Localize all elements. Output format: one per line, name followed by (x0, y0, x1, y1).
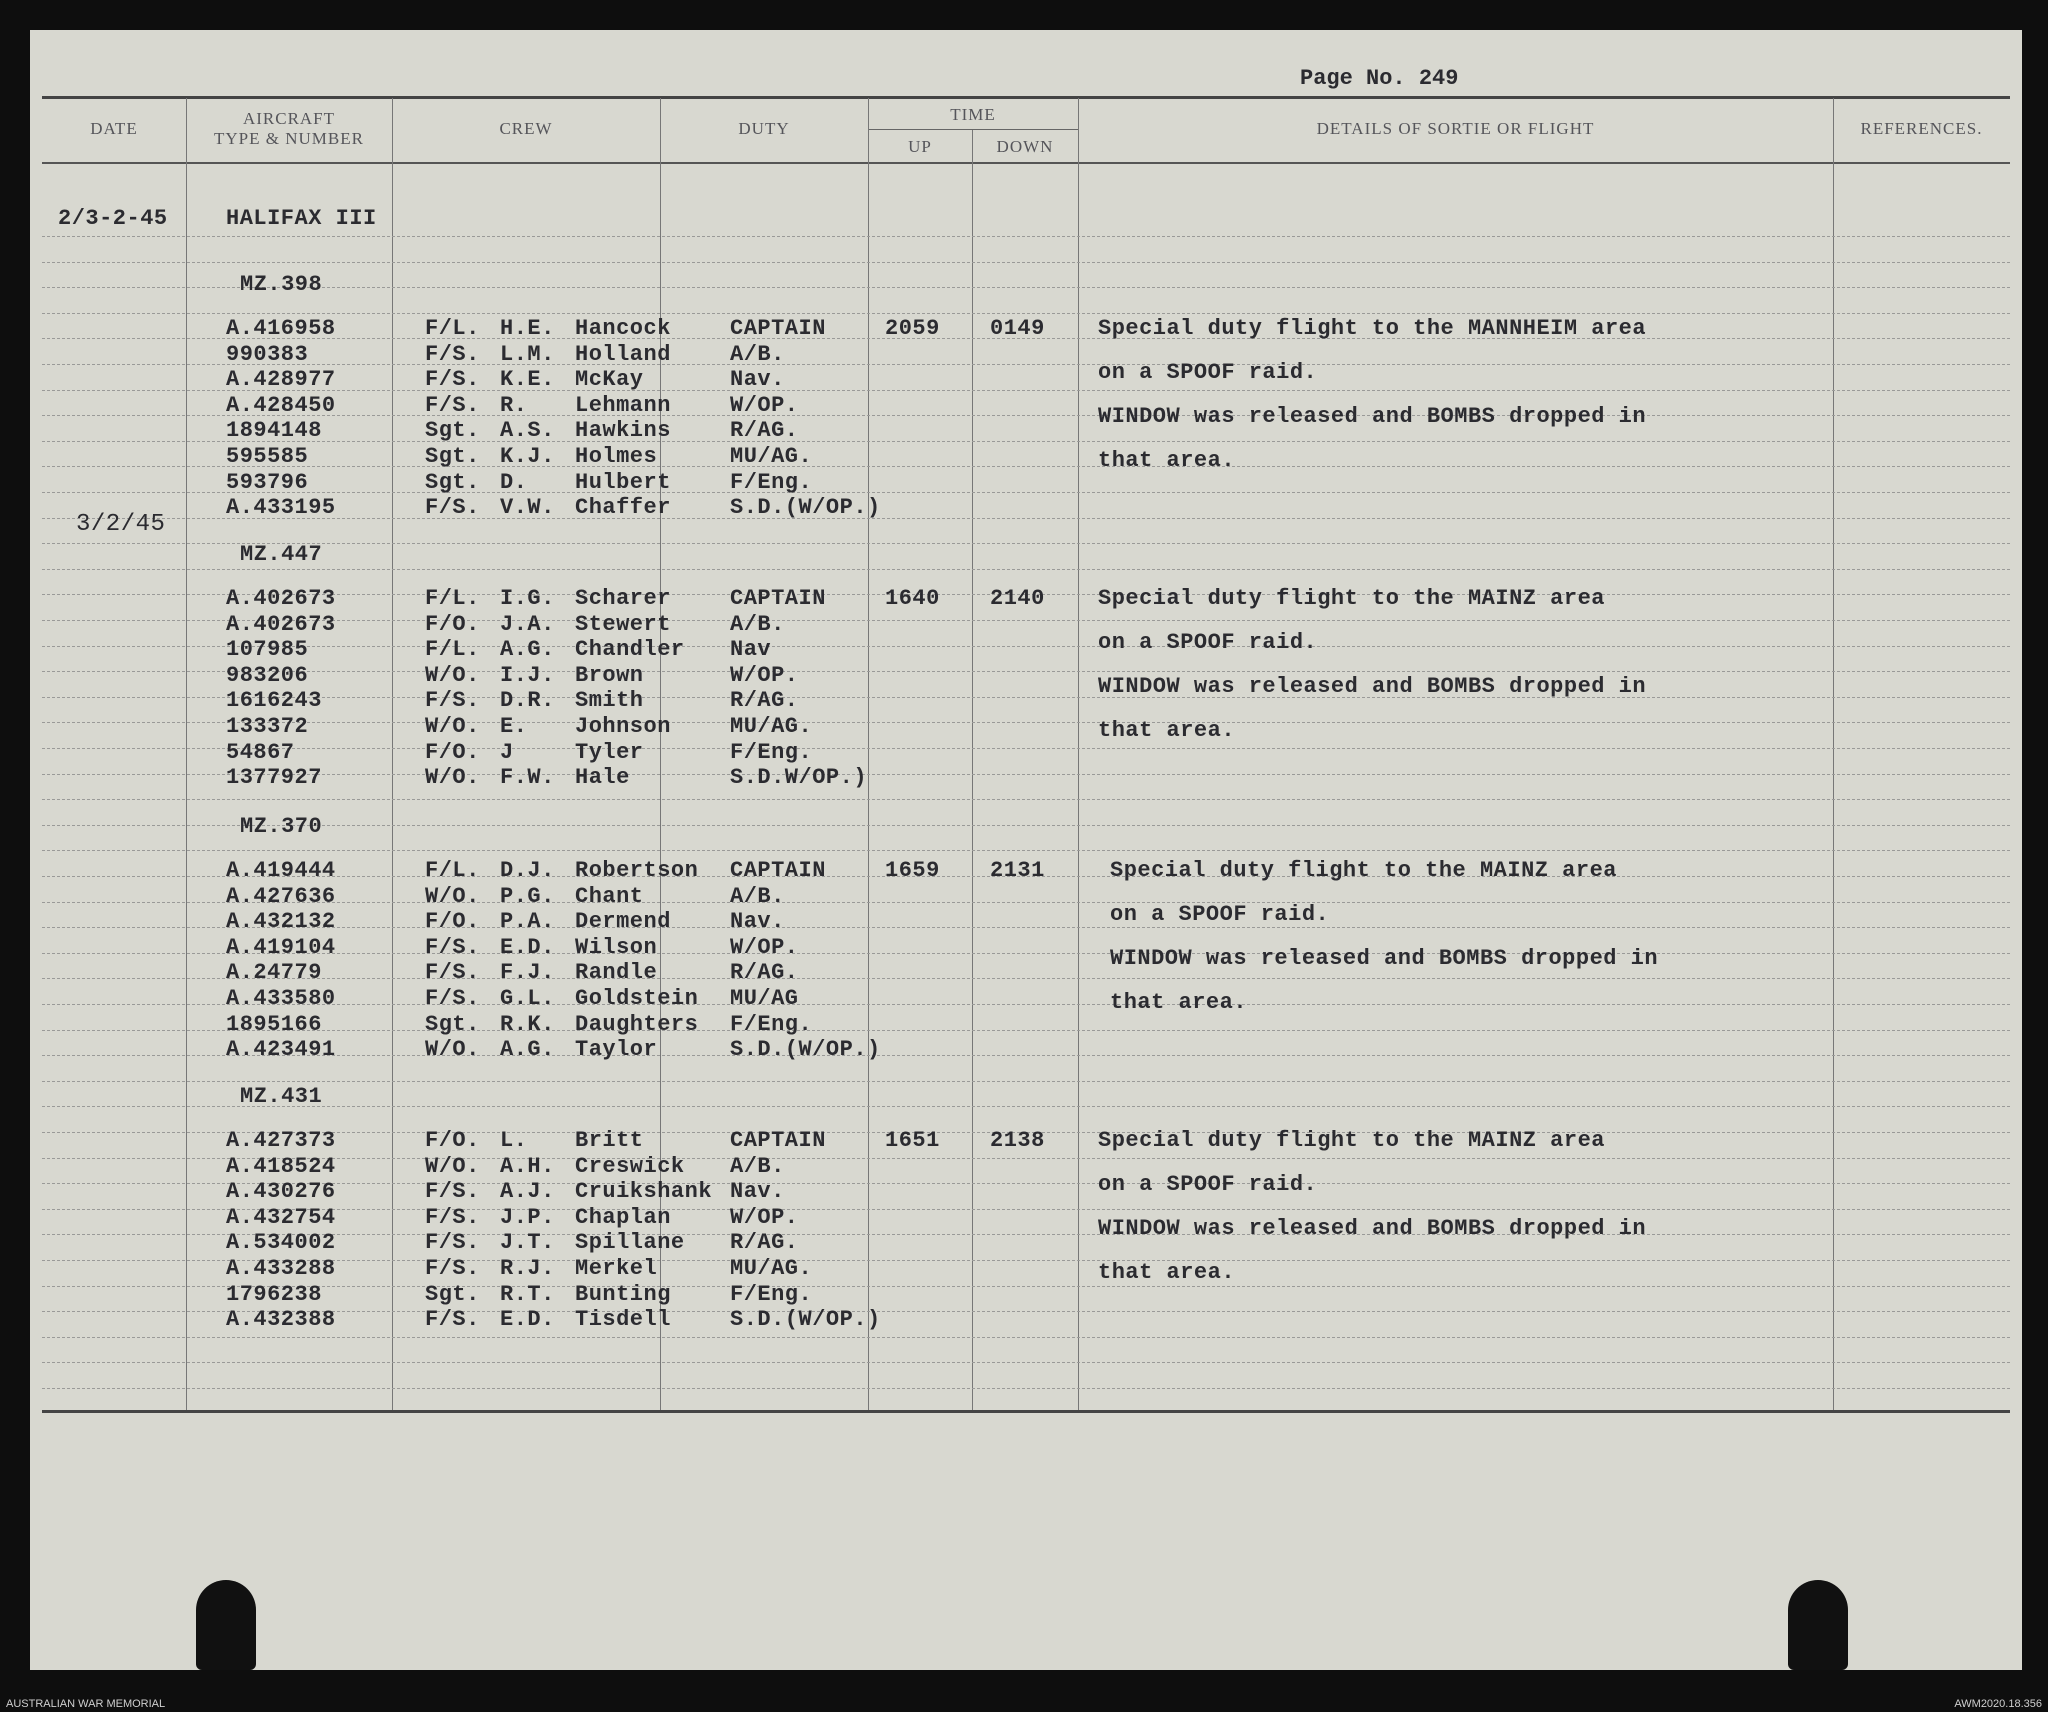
col-line-aircraft (392, 98, 393, 1410)
crew-number: A.432754 (226, 1204, 336, 1230)
date-second: 3/2/45 (76, 511, 166, 538)
crew-initials: E.D. (500, 1307, 555, 1333)
crew-duty: A/B. (730, 1153, 785, 1179)
crew-rank: F/S. (425, 367, 480, 393)
table-bottom-rule (42, 1410, 2010, 1413)
sortie-details-line: Special duty flight to the MAINZ area (1110, 858, 1617, 883)
crew-name: Holland (575, 341, 671, 367)
crew-duty: F/Eng. (730, 739, 813, 765)
crew-duty: Nav. (730, 1179, 785, 1205)
crew-number: A.428450 (226, 392, 336, 418)
header-down: DOWN (996, 137, 1054, 156)
ruled-line (42, 415, 2010, 416)
ruled-line (42, 313, 2010, 314)
aircraft-serial: MZ.447 (240, 542, 323, 567)
crew-rank: Sgt. (425, 1011, 480, 1037)
footer-left: AUSTRALIAN WAR MEMORIAL (6, 1698, 166, 1710)
crew-initials: K.E. (500, 367, 555, 393)
crew-number: A.423491 (226, 1037, 336, 1063)
crew-number: A.419104 (226, 934, 336, 960)
header-references: REFERENCES. (1860, 119, 1983, 138)
crew-initials: V.W. (500, 495, 555, 521)
crew-number: 990383 (226, 341, 309, 367)
date-first: 2/3-2-45 (58, 206, 168, 231)
crew-name: Lehmann (575, 392, 671, 418)
binder-hole-left (196, 1580, 256, 1670)
crew-name: Smith (575, 688, 644, 714)
ruled-line (42, 236, 2010, 237)
crew-name: Taylor (575, 1037, 658, 1063)
crew-rank: F/L. (425, 637, 480, 663)
crew-name: Hulbert (575, 469, 671, 495)
crew-duty: Nav. (730, 909, 785, 935)
crew-duty: S.D.(W/OP.) (730, 495, 881, 521)
crew-rank: F/O. (425, 1128, 480, 1153)
crew-initials: L. (500, 1128, 528, 1153)
ruled-line (42, 850, 2010, 851)
crew-initials: I.J. (500, 662, 555, 688)
crew-rank: F/O. (425, 739, 480, 765)
crew-initials: A.H. (500, 1153, 555, 1179)
crew-rank: F/L. (425, 586, 480, 611)
crew-number: 1616243 (226, 688, 322, 714)
crew-name: Merkel (575, 1256, 658, 1281)
crew-duty: S.D.(W/OP.) (730, 1307, 881, 1333)
sortie-details-line: Special duty flight to the MAINZ area (1098, 1128, 1605, 1153)
ruled-line (42, 466, 2010, 467)
crew-initials: L.M. (500, 341, 555, 367)
crew-initials: F.J. (500, 960, 555, 986)
ruled-line (42, 518, 2010, 519)
crew-number: A.433580 (226, 986, 336, 1011)
crew-initials: J.P. (500, 1204, 555, 1230)
crew-duty: MU/AG. (730, 714, 813, 739)
crew-rank: W/O. (425, 1037, 480, 1063)
crew-name: Chant (575, 883, 644, 909)
ruled-line (42, 390, 2010, 391)
col-line-duty (868, 98, 869, 1410)
crew-name: Cruikshank (575, 1179, 713, 1205)
binder-hole-right (1788, 1580, 1848, 1670)
crew-number: 1377927 (226, 765, 322, 791)
crew-initials: I.G. (500, 586, 555, 611)
crew-rank: W/O. (425, 1153, 480, 1179)
sortie-details-line: on a SPOOF raid. (1098, 1172, 1318, 1197)
time-up: 2059 (885, 316, 940, 341)
crew-duty: S.D.W/OP.) (730, 765, 868, 791)
crew-duty: CAPTAIN (730, 316, 826, 341)
crew-rank: F/S. (425, 1307, 480, 1333)
crew-name: Creswick (575, 1153, 685, 1179)
crew-initials: D.R. (500, 688, 555, 714)
crew-initials: H.E. (500, 316, 555, 341)
crew-initials: A.S. (500, 418, 555, 444)
crew-number: A.534002 (226, 1230, 336, 1256)
crew-name: Randle (575, 960, 658, 986)
crew-number: 107985 (226, 637, 309, 663)
crew-initials: R.T. (500, 1281, 555, 1307)
header-date: DATE (90, 119, 138, 138)
header-details: DETAILS OF SORTIE OR FLIGHT (1316, 119, 1595, 138)
crew-number: 1894148 (226, 418, 322, 444)
crew-initials: R.J. (500, 1256, 555, 1281)
col-line-details (1833, 98, 1834, 1410)
crew-name: Dermend (575, 909, 671, 935)
ruled-line (42, 1234, 2010, 1235)
ruled-line (42, 799, 2010, 800)
ruled-line (42, 441, 2010, 442)
ruled-line (42, 953, 2010, 954)
crew-number: A.24779 (226, 960, 322, 986)
crew-initials: R.K. (500, 1011, 555, 1037)
crew-duty: CAPTAIN (730, 1128, 826, 1153)
crew-duty: CAPTAIN (730, 586, 826, 611)
ruled-line (42, 1004, 2010, 1005)
crew-number: 133372 (226, 714, 309, 739)
record-page (30, 30, 2022, 1670)
header-top-rule (42, 96, 2010, 99)
crew-number: A.433195 (226, 495, 336, 521)
crew-number: 595585 (226, 444, 309, 469)
ruled-line (42, 1081, 2010, 1082)
crew-initials: J (500, 739, 514, 765)
crew-name: Britt (575, 1128, 644, 1153)
sortie-details-line: on a SPOOF raid. (1110, 902, 1330, 927)
col-line-up (972, 130, 973, 1410)
col-line-date (186, 98, 187, 1410)
crew-number: A.430276 (226, 1179, 336, 1205)
sortie-details-line: WINDOW was released and BOMBS dropped in (1098, 404, 1647, 429)
crew-initials: E.D. (500, 934, 555, 960)
ruled-line (42, 543, 2010, 544)
crew-name: Chaplan (575, 1204, 671, 1230)
crew-duty: MU/AG. (730, 444, 813, 469)
crew-initials: F.W. (500, 765, 555, 791)
crew-number: 593796 (226, 469, 309, 495)
crew-rank: F/S. (425, 495, 480, 521)
time-down: 2131 (990, 858, 1045, 883)
ruled-line (42, 825, 2010, 826)
crew-name: Stewert (575, 611, 671, 637)
ruled-line (42, 1362, 2010, 1363)
crew-rank: F/S. (425, 1204, 480, 1230)
crew-number: 983206 (226, 662, 309, 688)
crew-number: A.416958 (226, 316, 336, 341)
crew-duty: MU/AG (730, 986, 799, 1011)
crew-initials: R. (500, 392, 528, 418)
ruled-line (42, 774, 2010, 775)
crew-number: A.402673 (226, 611, 336, 637)
time-down: 0149 (990, 316, 1045, 341)
crew-name: Wilson (575, 934, 658, 960)
crew-name: Bunting (575, 1281, 671, 1307)
crew-initials: A.G. (500, 637, 555, 663)
crew-name: Johnson (575, 714, 671, 739)
ruled-line (42, 1209, 2010, 1210)
page-number: Page No. 249 (1300, 66, 1459, 91)
crew-name: Holmes (575, 444, 658, 469)
crew-number: A.427636 (226, 883, 336, 909)
crew-initials: A.G. (500, 1037, 555, 1063)
sortie-details-line: on a SPOOF raid. (1098, 630, 1318, 655)
crew-duty: A/B. (730, 883, 785, 909)
ruled-line (42, 1030, 2010, 1031)
aircraft-serial: MZ.431 (240, 1084, 323, 1109)
ruled-line (42, 902, 2010, 903)
header-type-number: TYPE & NUMBER (214, 129, 364, 148)
ruled-line (42, 697, 2010, 698)
ruled-line (42, 1337, 2010, 1338)
header-up: UP (908, 137, 932, 156)
crew-duty: Nav. (730, 367, 785, 393)
crew-number: A.433288 (226, 1256, 336, 1281)
aircraft-type: HALIFAX III (226, 206, 377, 231)
crew-duty: A/B. (730, 611, 785, 637)
ruled-line (42, 646, 2010, 647)
sortie-details-line: Special duty flight to the MANNHEIM area (1098, 316, 1647, 341)
sortie-details-line: WINDOW was released and BOMBS dropped in (1098, 1216, 1647, 1241)
time-up: 1651 (885, 1128, 940, 1153)
crew-rank: F/S. (425, 392, 480, 418)
crew-initials: E. (500, 714, 528, 739)
ruled-line (42, 1286, 2010, 1287)
ruled-line (42, 287, 2010, 288)
ruled-line (42, 620, 2010, 621)
crew-rank: F/S. (425, 688, 480, 714)
ruled-line (42, 927, 2010, 928)
crew-name: Chandler (575, 637, 685, 663)
header-aircraft: AIRCRAFT (242, 109, 336, 128)
crew-rank: W/O. (425, 883, 480, 909)
sortie-details-line: on a SPOOF raid. (1098, 360, 1318, 385)
crew-initials: G.L. (500, 986, 555, 1011)
crew-name: Robertson (575, 858, 699, 883)
crew-number: A.419444 (226, 858, 336, 883)
crew-rank: F/S. (425, 934, 480, 960)
crew-initials: J.T. (500, 1230, 555, 1256)
crew-duty: R/AG. (730, 418, 799, 444)
ruled-line (42, 492, 2010, 493)
crew-initials: A.J. (500, 1179, 555, 1205)
crew-name: Scharer (575, 586, 671, 611)
crew-number: A.418524 (226, 1153, 336, 1179)
crew-initials: D. (500, 469, 528, 495)
crew-initials: K.J. (500, 444, 555, 469)
sortie-details-line: that area. (1110, 990, 1248, 1015)
crew-rank: F/L. (425, 858, 480, 883)
crew-rank: F/S. (425, 1256, 480, 1281)
sortie-details-line: Special duty flight to the MAINZ area (1098, 586, 1605, 611)
crew-number: 1796238 (226, 1281, 322, 1307)
sortie-details-line: WINDOW was released and BOMBS dropped in (1110, 946, 1659, 971)
crew-name: Brown (575, 662, 644, 688)
crew-duty: CAPTAIN (730, 858, 826, 883)
crew-rank: W/O. (425, 765, 480, 791)
crew-rank: Sgt. (425, 1281, 480, 1307)
crew-rank: F/S. (425, 341, 480, 367)
crew-duty: S.D.(W/OP.) (730, 1037, 881, 1063)
sortie-details-line: that area. (1098, 448, 1236, 473)
crew-initials: D.J. (500, 858, 555, 883)
crew-rank: F/O. (425, 909, 480, 935)
ruled-line (42, 262, 2010, 263)
time-down: 2140 (990, 586, 1045, 611)
crew-name: Daughters (575, 1011, 699, 1037)
sortie-details-line: that area. (1098, 1260, 1236, 1285)
sortie-details-line: WINDOW was released and BOMBS dropped in (1098, 674, 1647, 699)
ruled-line (42, 569, 2010, 570)
crew-number: A.428977 (226, 367, 336, 393)
crew-rank: F/O. (425, 611, 480, 637)
crew-duty: W/OP. (730, 934, 799, 960)
ruled-line (42, 722, 2010, 723)
ruled-line (42, 1106, 2010, 1107)
header-duty: DUTY (738, 119, 790, 138)
crew-name: Goldstein (575, 986, 699, 1011)
time-split-rule (868, 129, 1078, 130)
crew-rank: F/S. (425, 1179, 480, 1205)
crew-duty: A/B. (730, 341, 785, 367)
ruled-line (42, 1388, 2010, 1389)
crew-rank: F/L. (425, 316, 480, 341)
crew-number: A.402673 (226, 586, 336, 611)
crew-name: McKay (575, 367, 644, 393)
sortie-details-line: that area. (1098, 718, 1236, 743)
crew-rank: Sgt. (425, 469, 480, 495)
aircraft-serial: MZ.370 (240, 814, 323, 839)
crew-name: Tyler (575, 739, 644, 765)
ruled-line (42, 671, 2010, 672)
crew-duty: R/AG. (730, 960, 799, 986)
header-bottom-rule (42, 162, 2010, 164)
crew-rank: F/S. (425, 986, 480, 1011)
header-crew: CREW (499, 119, 553, 138)
crew-rank: Sgt. (425, 418, 480, 444)
crew-duty: W/OP. (730, 1204, 799, 1230)
crew-rank: F/S. (425, 1230, 480, 1256)
crew-initials: P.G. (500, 883, 555, 909)
time-up: 1640 (885, 586, 940, 611)
ruled-line (42, 1311, 2010, 1312)
crew-rank: W/O. (425, 662, 480, 688)
crew-duty: Nav (730, 637, 772, 663)
crew-duty: R/AG. (730, 1230, 799, 1256)
crew-rank: F/S. (425, 960, 480, 986)
crew-name: Spillane (575, 1230, 685, 1256)
ruled-line (42, 1158, 2010, 1159)
time-down: 2138 (990, 1128, 1045, 1153)
crew-number: A.427373 (226, 1128, 336, 1153)
footer-right: AWM2020.18.356 (1954, 1698, 2042, 1710)
ruled-line (42, 1183, 2010, 1184)
crew-duty: F/Eng. (730, 1011, 813, 1037)
ruled-line (42, 978, 2010, 979)
crew-number: A.432388 (226, 1307, 336, 1333)
crew-number: 1895166 (226, 1011, 322, 1037)
crew-number: 54867 (226, 739, 295, 765)
crew-rank: Sgt. (425, 444, 480, 469)
header-time: TIME (950, 105, 996, 124)
time-up: 1659 (885, 858, 940, 883)
col-line-down (1078, 98, 1079, 1410)
crew-number: A.432132 (226, 909, 336, 935)
crew-duty: F/Eng. (730, 469, 813, 495)
crew-initials: J.A. (500, 611, 555, 637)
ruled-line (42, 748, 2010, 749)
crew-rank: W/O. (425, 714, 480, 739)
crew-duty: MU/AG. (730, 1256, 813, 1281)
crew-name: Hancock (575, 316, 671, 341)
ruled-line (42, 364, 2010, 365)
crew-name: Hawkins (575, 418, 671, 444)
crew-duty: R/AG. (730, 688, 799, 714)
crew-name: Hale (575, 765, 630, 791)
ruled-line (42, 1055, 2010, 1056)
aircraft-serial: MZ.398 (240, 272, 323, 297)
crew-initials: P.A. (500, 909, 555, 935)
crew-duty: W/OP. (730, 662, 799, 688)
crew-name: Chaffer (575, 495, 671, 521)
crew-duty: F/Eng. (730, 1281, 813, 1307)
ruled-line (42, 1260, 2010, 1261)
crew-name: Tisdell (575, 1307, 671, 1333)
crew-duty: W/OP. (730, 392, 799, 418)
